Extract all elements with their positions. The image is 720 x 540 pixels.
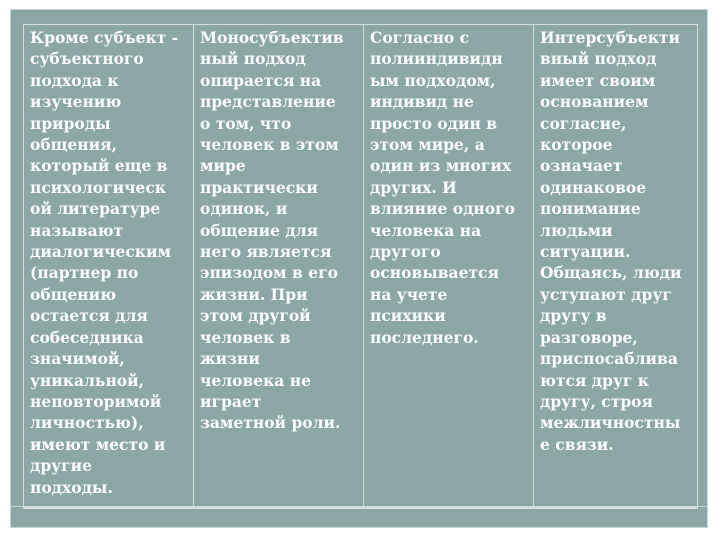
cell-intersubject-approach: Интерсубъекти вный подход имеет своим основанием согласие, которое означает одинаковое понимание людьми ситуации. Общаясь, люди уступают друг другу в разговоре, приспосаблива ются друг к другу, строя межличностны е связи. — [533, 25, 698, 507]
approaches-table — [23, 24, 698, 509]
cell-subject-subject-approach: Кроме субъект - субъектного подхода к изучению природы общения, который еще в психологическ ой литературе называют диалогическим (партнер по общению остается для собеседника значимой, уникальной, неповторимой личностью), имеют место и другие подходы. — [23, 25, 193, 507]
cell-polyindividual-approach: Согласно с полииндивидн ым подходом, индивид не просто один в этом мире, а один из многих других. И влияние одного человека на другого основывается на учете психики последнего. — [363, 25, 533, 507]
cell-monosubject-approach: Моносубъектив ный подход опирается на представление о том, что человек в этом мире практически одинок, и общение для него является эпизодом в его жизни. При этом другой человек в жизни человека не играет заметной роли. — [193, 25, 363, 507]
table-bottom-strip — [10, 506, 708, 529]
